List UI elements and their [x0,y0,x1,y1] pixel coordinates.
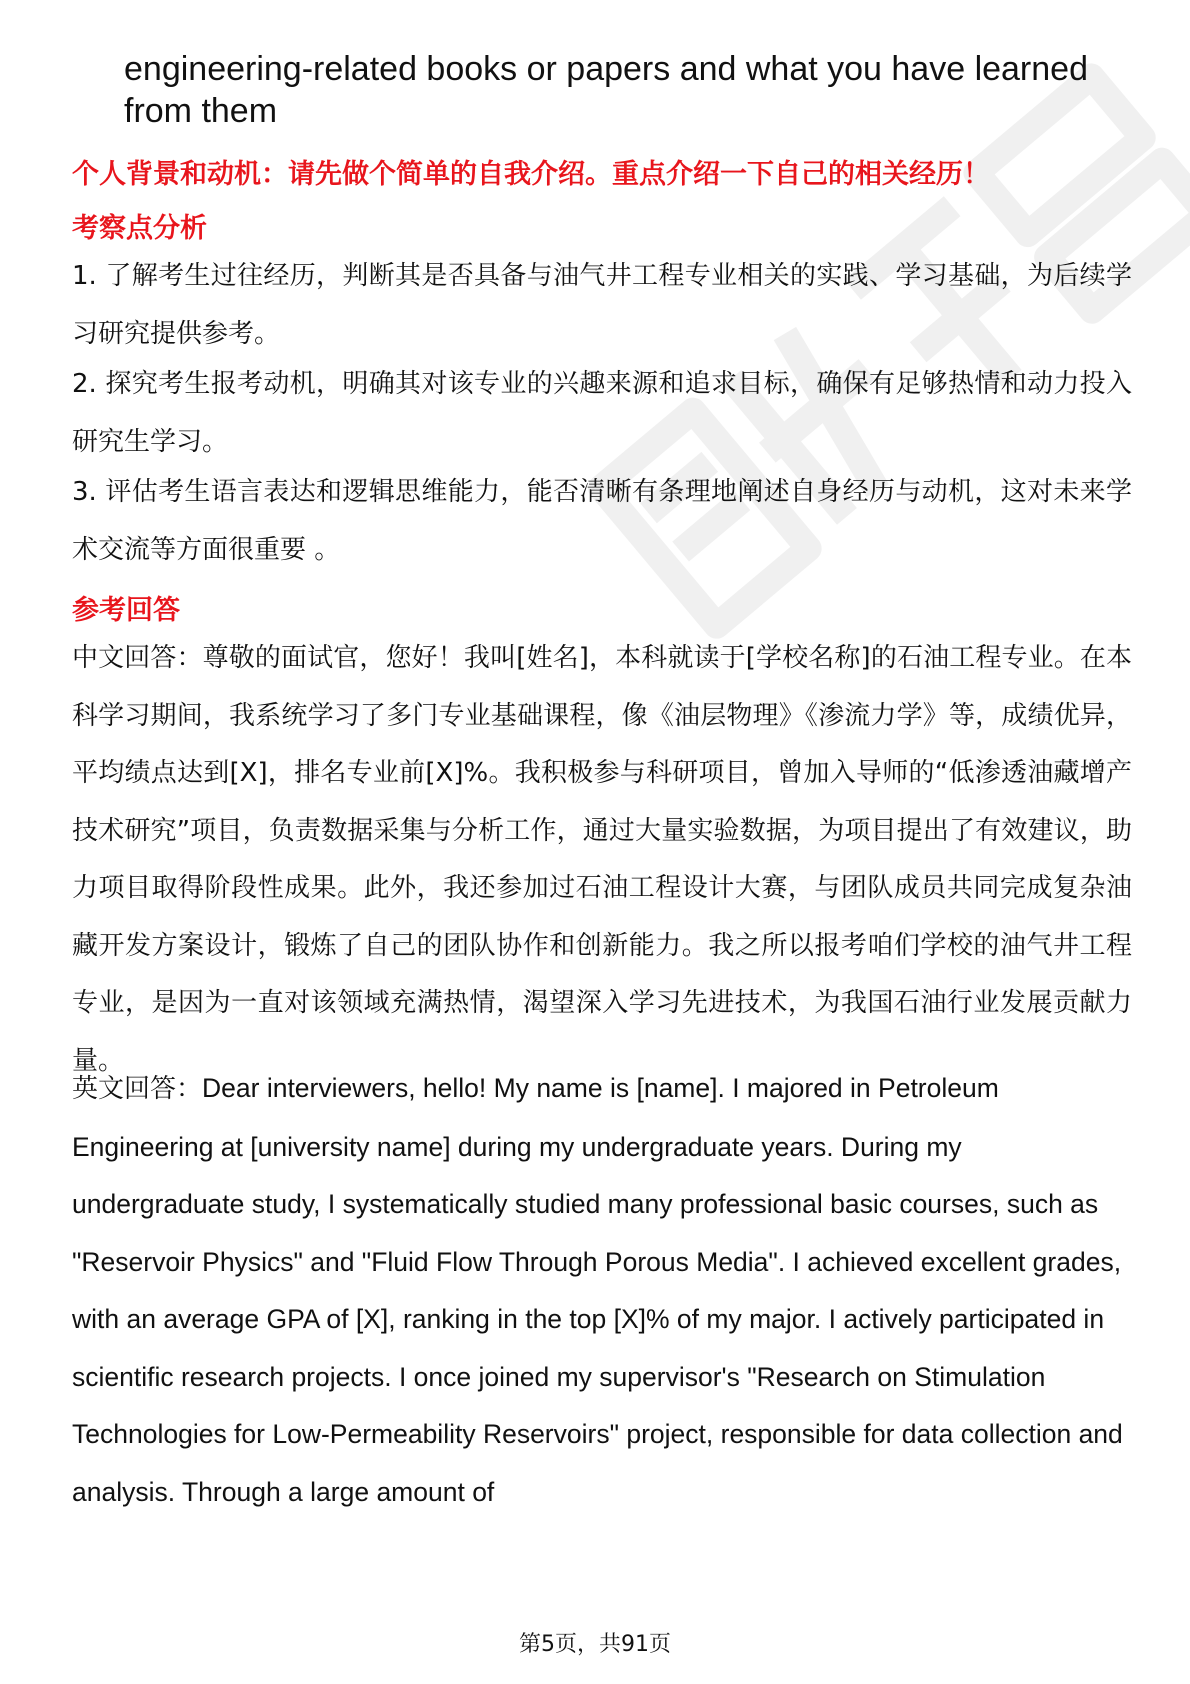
analysis-point-1: 1. 了解考生过往经历，判断其是否具备与油气井工程专业相关的实践、学习基础，为后续学习研究提供参考。 [72,261,1132,349]
chinese-answer: 中文回答：尊敬的面试官，您好！我叫[姓名]，本科就读于[学校名称]的石油工程专业。在本科学习期间，我系统学习了多门专业基础课程，像《油层物理》《渗流力学》等，成绩优异，平均绩点达到[X]，排名专业前[X]%。我积极参与科研项目，曾加入导师的“低渗透油藏增产技术研究”项目，负责数据采集与分析工作，通过大量实验数据，为项目提出了有效建议，助力项目取得阶段性成果。此外，我还参加过石油工程设计大赛，与团队成员共同完成复杂油藏开发方案设计，锻炼了自己的团队协作和创新能力。我之所以报考咱们学校的油气井工程专业，是因为一直对该领域充满热情，渴望深入学习先进技术，为我国石油行业发展贡献力量。 [72,643,1132,1076]
reference-heading: 参考回答 [72,595,180,626]
question-heading: 个人背景和动机：请先做个简单的自我介绍。重点介绍一下自己的相关经历！ [72,159,990,190]
analysis-heading: 考察点分析 [72,213,207,244]
english-answer-label: 英文回答： [72,1074,203,1104]
continuation-text: engineering-related books or papers and what you have learned from them [124,50,1088,130]
analysis-point-2: 2. 探究考生报考动机，明确其对该专业的兴趣来源和追求目标，确保有足够热情和动力投入研究生学习。 [72,369,1132,457]
analysis-point-3: 3. 评估考生语言表达和逻辑思维能力，能否清晰有条理地阐述自身经历与动机，这对未来学术交流等方面很重要 。 [72,477,1132,565]
english-answer-text: Dear interviewers, hello! My name is [name]. I majored in Petroleum Engineering at [university name] during my undergraduate years. During my undergraduate study, I systematically studied many professional basic courses, such as "Reservoir Physics" and "Fluid Flow Through Porous Media". I achieved excellent grades, with an average GPA of [X], ranking in the top [X]% of my major. I actively participated in scientific research projects. I once joined my supervisor's "Research on Stimulation Technologies for Low-Permeability Reservoirs" project, responsible for data collection and analysis. Through a large amount of [72,1073,1123,1507]
page-number: 第5页，共91页 [519,1632,671,1657]
english-answer [72,1060,1132,1521]
